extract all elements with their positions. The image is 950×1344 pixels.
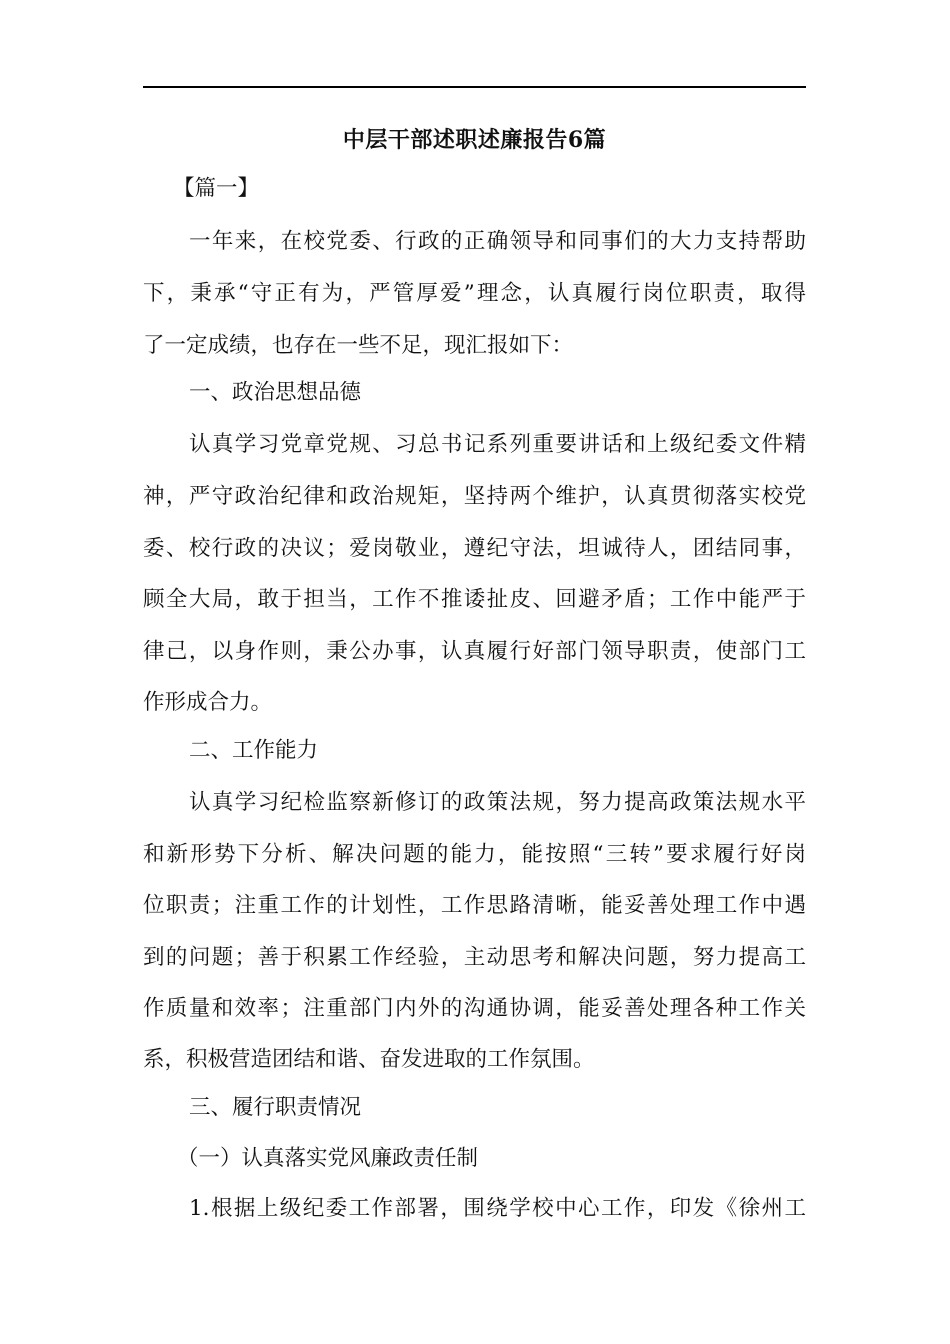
section-heading: 一、政治思想品德: [189, 380, 362, 405]
paragraph-line: 认真学习纪检监察新修订的政策法规，努力提高政策法规水平: [189, 790, 806, 815]
intro-line: 下，秉承“守正有为，严管厚爱”理念，认真履行岗位职责，取得: [143, 281, 806, 306]
section-heading: 二、工作能力: [189, 738, 319, 763]
paragraph-line: 律己，以身作则，秉公办事，认真履行好部门领导职责，使部门工: [143, 639, 806, 664]
paragraph-line: 认真学习党章党规、习总书记系列重要讲话和上级纪委文件精: [189, 432, 806, 457]
paragraph-line: 位职责；注重工作的计划性，工作思路清晰，能妥善处理工作中遇: [143, 893, 806, 918]
subsection-heading: （一）认真落实党风廉政责任制: [177, 1146, 479, 1171]
section-heading: 三、履行职责情况: [189, 1095, 362, 1120]
paragraph-line: 和新形势下分析、解决问题的能力，能按照“三转”要求履行好岗: [143, 842, 806, 867]
intro-line: 一年来，在校党委、行政的正确领导和同事们的大力支持帮助: [189, 229, 806, 254]
paragraph-line: 作质量和效率；注重部门内外的沟通协调，能妥善处理各种工作关: [143, 996, 806, 1021]
top-rule: [143, 86, 806, 88]
intro-line: 了一定成绩，也存在一些不足，现汇报如下：: [143, 333, 574, 358]
paragraph-line: 顾全大局，敢于担当，工作不推诿扯皮、回避矛盾；工作中能严于: [143, 587, 806, 612]
paragraph-line: 委、校行政的决议；爱岗敬业，遵纪守法，坦诚待人，团结同事，: [143, 536, 806, 561]
list-item-line: 1.根据上级纪委工作部署，围绕学校中心工作，印发《徐州工: [189, 1196, 806, 1221]
paragraph-line: 系，积极营造团结和谐、奋发进取的工作氛围。: [143, 1047, 595, 1072]
paragraph-line: 神，严守政治纪律和政治规矩，坚持两个维护，认真贯彻落实校党: [143, 484, 806, 509]
paragraph-line: 到的问题；善于积累工作经验，主动思考和解决问题，努力提高工: [143, 945, 806, 970]
document-title: 中层干部述职述廉报告6篇: [342, 127, 607, 153]
section-mark: 【篇一】: [173, 176, 260, 201]
paragraph-line: 作形成合力。: [143, 690, 273, 715]
